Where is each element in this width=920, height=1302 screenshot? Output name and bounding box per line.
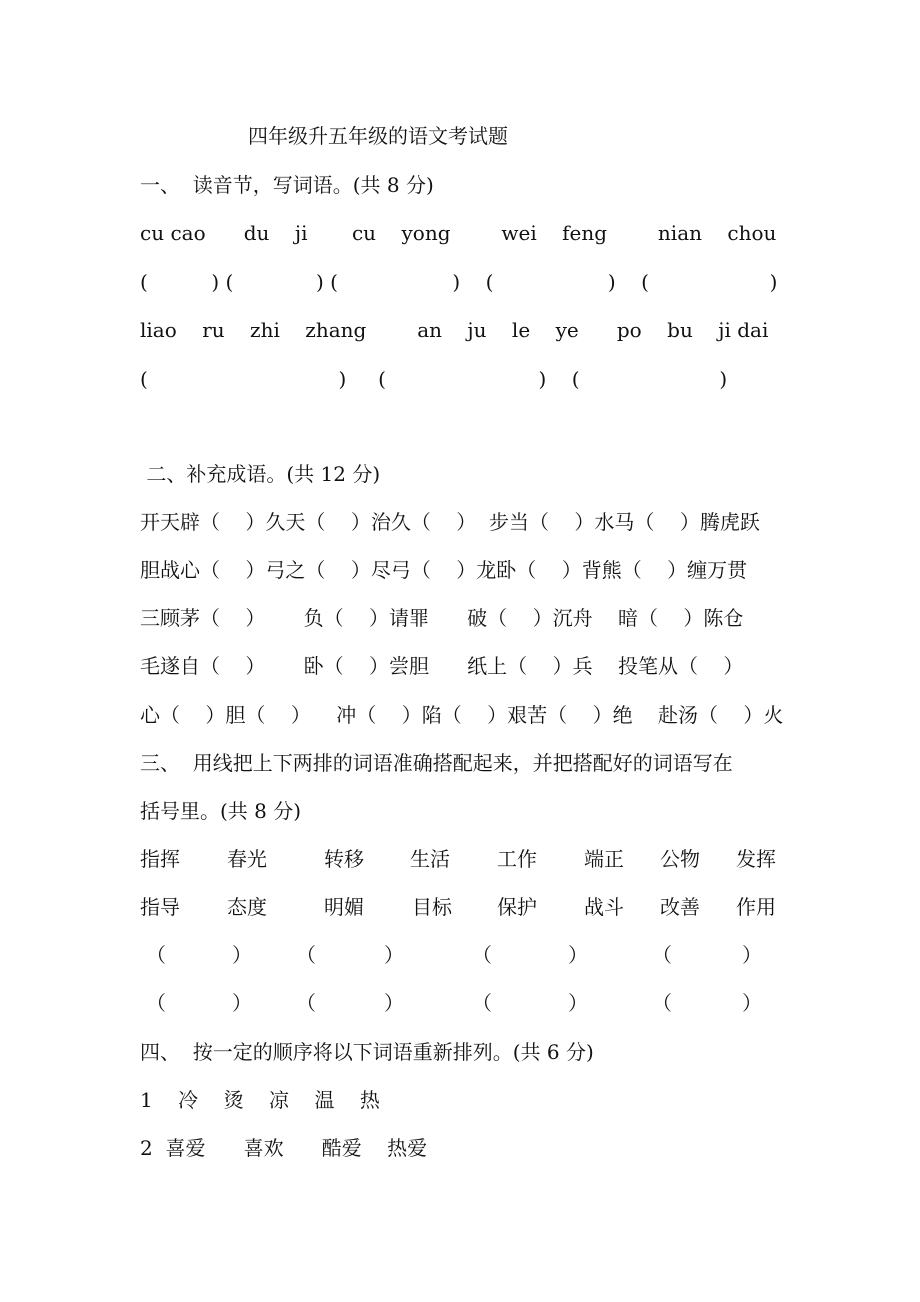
close-bracket: ） <box>742 991 762 1015</box>
word: 态度 <box>227 895 267 919</box>
word: 目标 <box>412 895 452 919</box>
word: 作用 <box>736 895 776 919</box>
close-bracket: ） <box>232 943 252 967</box>
section-4-heading: 四、 按一定的顺序将以下词语重新排列。(共 6 分) <box>140 1040 594 1064</box>
pinyin-row-1: cu cao du ji cu yong wei feng nian chou <box>140 221 777 245</box>
open-bracket: （ <box>472 943 492 967</box>
word: 保护 <box>497 895 537 919</box>
idiom-line: 三顾茅（ ） 负（ ）请罪 破（ ）沉舟 暗（ ）陈仓 <box>140 606 744 630</box>
idiom-line: 毛遂自（ ） 卧（ ）尝胆 纸上（ ）兵 投笔从（ ） <box>140 654 744 678</box>
word: 指导 <box>140 895 180 919</box>
idiom-line: 开天辟（ ）久天（ ）治久（ ） 步当（ ）水马（ ）腾虎跃 <box>140 510 760 534</box>
word: 指挥 <box>140 847 180 871</box>
ordering-item-2: 2 喜爱 喜欢 酷爱 热爱 <box>140 1136 428 1160</box>
word: 春光 <box>227 847 267 871</box>
close-bracket: ） <box>568 943 588 967</box>
close-bracket: ） <box>742 943 762 967</box>
section-3-heading-line-1: 三、 用线把上下两排的词语准确搭配起来，并把搭配好的词语写在 <box>140 751 733 775</box>
open-bracket: （ <box>296 991 316 1015</box>
word: 转移 <box>324 847 364 871</box>
answer-blanks-row-1: ( ) ( ) ( ) ( ) ( ) <box>140 270 778 294</box>
open-bracket: （ <box>472 991 492 1015</box>
word: 公物 <box>660 847 700 871</box>
idiom-line: 胆战心（ ）弓之（ ）尽弓（ ）龙卧（ ）背熊（ ）缠万贯 <box>140 558 748 582</box>
word: 战斗 <box>584 895 624 919</box>
word: 端正 <box>584 847 624 871</box>
section-3-heading-line-2: 括号里。(共 8 分) <box>140 799 302 823</box>
open-bracket: （ <box>296 943 316 967</box>
close-bracket: ） <box>384 943 404 967</box>
open-bracket: （ <box>146 991 166 1015</box>
answer-brackets-row <box>140 988 800 1018</box>
pinyin-row-2: liao ru zhi zhang an ju le ye po bu ji dai <box>140 318 769 342</box>
word: 发挥 <box>736 847 776 871</box>
word-row-bottom <box>140 892 800 922</box>
word: 生活 <box>410 847 450 871</box>
open-bracket: （ <box>652 943 672 967</box>
answer-brackets-row <box>140 940 800 970</box>
idiom-line: 心（ ）胆（ ） 冲（ ）陷（ ）艰苦（ ）绝 赴汤（ ）火 <box>140 703 784 727</box>
word: 工作 <box>497 847 537 871</box>
close-bracket: ） <box>568 991 588 1015</box>
word: 明媚 <box>324 895 364 919</box>
word-row-top <box>140 844 800 874</box>
ordering-item-1: 1 冷 烫 凉 温 热 <box>140 1088 380 1112</box>
word: 改善 <box>660 895 700 919</box>
open-bracket: （ <box>652 991 672 1015</box>
exam-title: 四年级升五年级的语文考试题 <box>248 124 508 148</box>
section-2-heading: 二、补充成语。(共 12 分) <box>140 462 381 486</box>
open-bracket: （ <box>146 943 166 967</box>
section-1-heading: 一、 读音节，写词语。(共 8 分) <box>140 173 434 197</box>
close-bracket: ） <box>384 991 404 1015</box>
answer-blanks-row-2: ( ) ( ) ( ) <box>140 367 728 391</box>
close-bracket: ） <box>232 991 252 1015</box>
